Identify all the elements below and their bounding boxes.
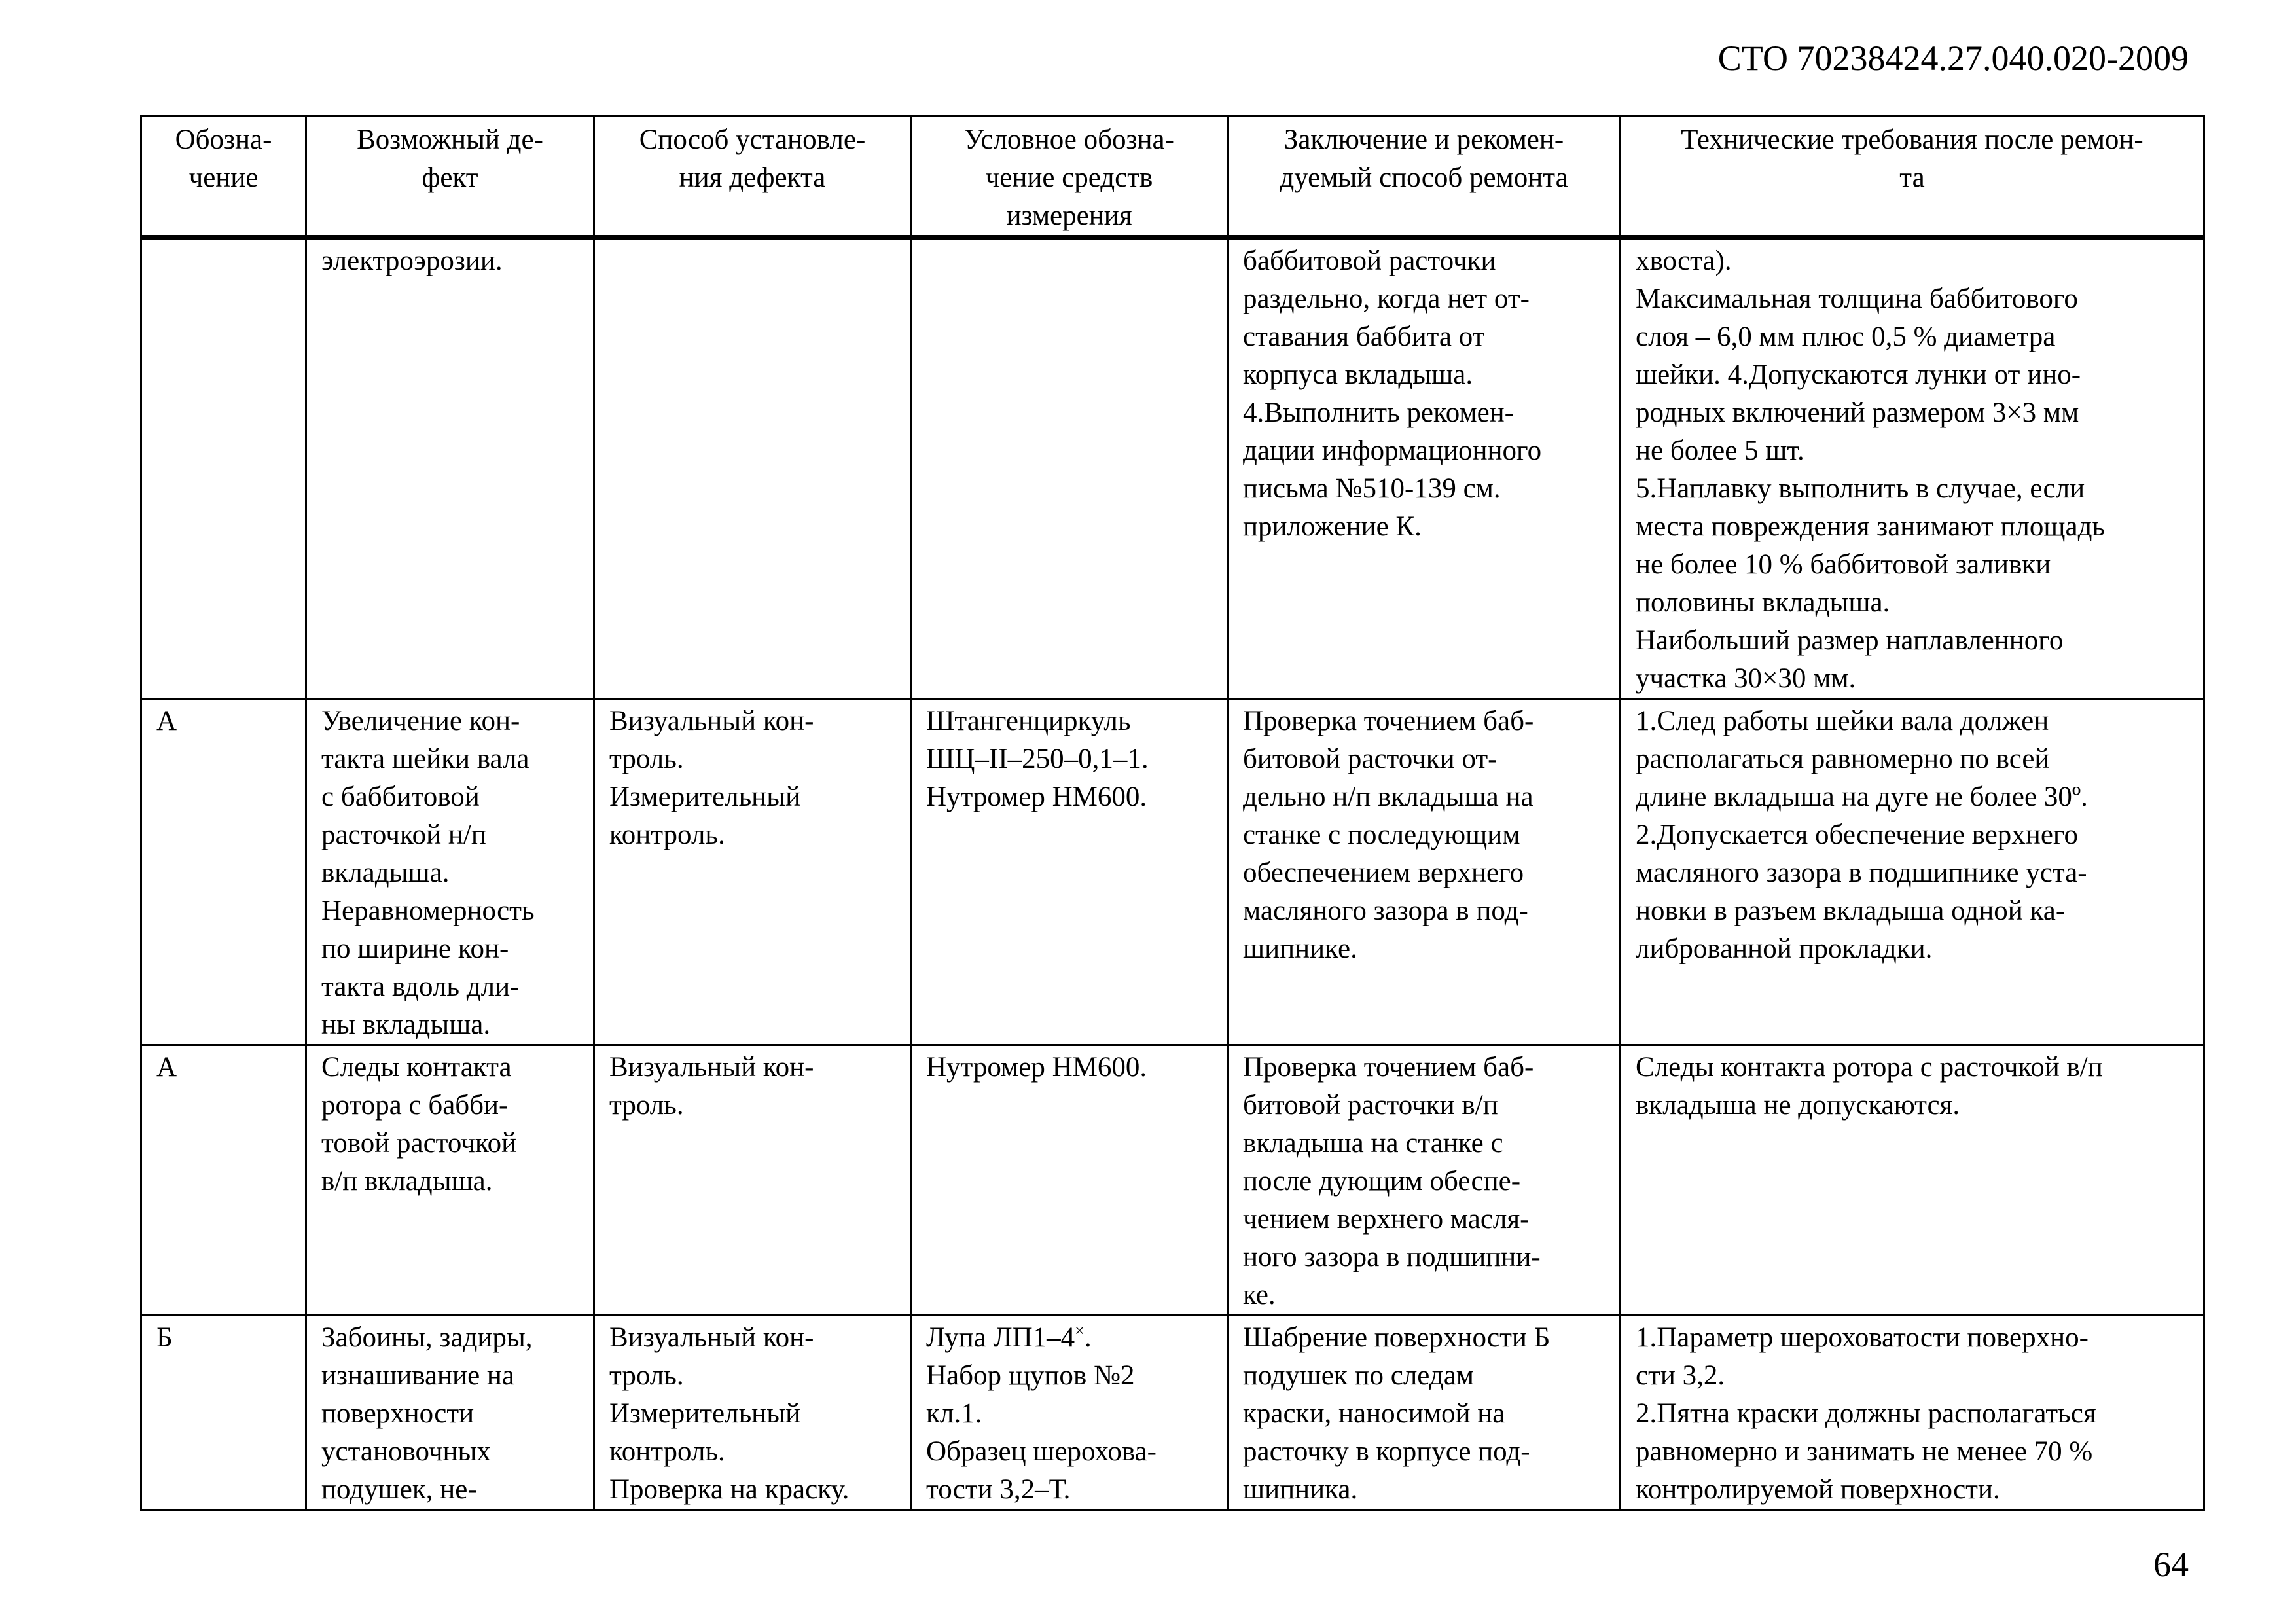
header-measuring-tools: Условное обозна- чение средств измерения xyxy=(911,117,1228,238)
header-requirements: Технические требования после ремон- та xyxy=(1621,117,2204,238)
cell-detection: Визуальный кон- троль. xyxy=(594,1045,911,1316)
cell-requirements: 1.Параметр шероховатости поверхно- сти 3,2. 2.Пятна краски должны располагаться равномерно и занимать не менее 70 % контролируемой поверхности. xyxy=(1621,1316,2204,1510)
cell-defect: Забоины, задиры, изнашивание на поверхности установочных подушек, не- xyxy=(306,1316,594,1510)
header-conclusion: Заключение и рекомен- дуемый способ ремонта xyxy=(1228,117,1621,238)
cell-detection: Визуальный кон- троль. Измерительный контроль. xyxy=(594,699,911,1045)
cell-measuring xyxy=(911,1316,1228,1510)
table-row xyxy=(141,699,2204,1045)
cell-designation: А xyxy=(141,1045,306,1316)
measuring-tool-text: Лупа ЛП1–4 xyxy=(926,1322,1075,1353)
cell-detection: Визуальный кон- троль. Измерительный контроль. Проверка на краску. xyxy=(594,1316,911,1510)
measuring-tool-text-rest: . Набор щупов №2 кл.1. Образец шерохова- тости 3,2–Т. xyxy=(926,1322,1157,1505)
cell-defect: электроэрозии. xyxy=(306,238,594,699)
cell-requirements: 1.След работы шейки вала должен располагаться равномерно по всей длине вкладыша на дуге не более 30º. 2.Допускается обеспечение верхнего масляного зазора в подшипнике уста- новки в разъем вкладыша одной ка- либрованной прокладки. xyxy=(1621,699,2204,1045)
header-designation: Обозна- чение xyxy=(141,117,306,238)
header-detection-method: Способ установле- ния дефекта xyxy=(594,117,911,238)
cell-measuring: Нутромер НМ600. xyxy=(911,1045,1228,1316)
cell-designation xyxy=(141,238,306,699)
page-number: 64 xyxy=(2153,1545,2189,1584)
cell-conclusion: баббитовой расточки раздельно, когда нет от- ставания баббита от корпуса вкладыша. 4.Выполнить рекомен- дации информационного письма №510-139 см. приложение К. xyxy=(1228,238,1621,699)
table-header-row xyxy=(141,117,2204,238)
cell-conclusion: Проверка точением баб- битовой расточки в/п вкладыша на станке с после дующим обеспе- чением верхнего масля- ного зазора в подшипни- ке. xyxy=(1228,1045,1621,1316)
table-row xyxy=(141,1316,2204,1510)
multiplicity-mark: × xyxy=(1075,1321,1085,1341)
cell-detection xyxy=(594,238,911,699)
cell-defect: Следы контакта ротора с бабби- товой расточкой в/п вкладыша. xyxy=(306,1045,594,1316)
cell-measuring xyxy=(911,238,1228,699)
header-defect: Возможный де- фект xyxy=(306,117,594,238)
cell-measuring: Штангенциркуль ШЦ–II–250–0,1–1. Нутромер НМ600. xyxy=(911,699,1228,1045)
cell-requirements: хвоста). Максимальная толщина баббитового слоя – 6,0 мм плюс 0,5 % диаметра шейки. 4.Допускаются лунки от ино- родных включений размером 3×3 мм не более 5 шт. 5.Наплавку выполнить в случае, если места повреждения занимают площадь не более 10 % баббитовой заливки половины вкладыша. Наибольший размер наплавленного участка 30×30 мм. xyxy=(1621,238,2204,699)
cell-designation: Б xyxy=(141,1316,306,1510)
table-row xyxy=(141,1045,2204,1316)
cell-requirements: Следы контакта ротора с расточкой в/п вкладыша не допускаются. xyxy=(1621,1045,2204,1316)
document-code: СТО 70238424.27.040.020-2009 xyxy=(1717,39,2189,78)
cell-designation: А xyxy=(141,699,306,1045)
cell-conclusion: Шабрение поверхности Б подушек по следам краски, наносимой на расточку в корпусе под- шипника. xyxy=(1228,1316,1621,1510)
table-row xyxy=(141,238,2204,699)
defect-table xyxy=(140,115,2205,1511)
cell-defect: Увеличение кон- такта шейки вала с баббитовой расточкой н/п вкладыша. Неравномерность по ширине кон- такта вдоль дли- ны вкладыша. xyxy=(306,699,594,1045)
cell-conclusion: Проверка точением баб- битовой расточки от- дельно н/п вкладыша на станке с последующим обеспечением верхнего масляного зазора в под- шипнике. xyxy=(1228,699,1621,1045)
